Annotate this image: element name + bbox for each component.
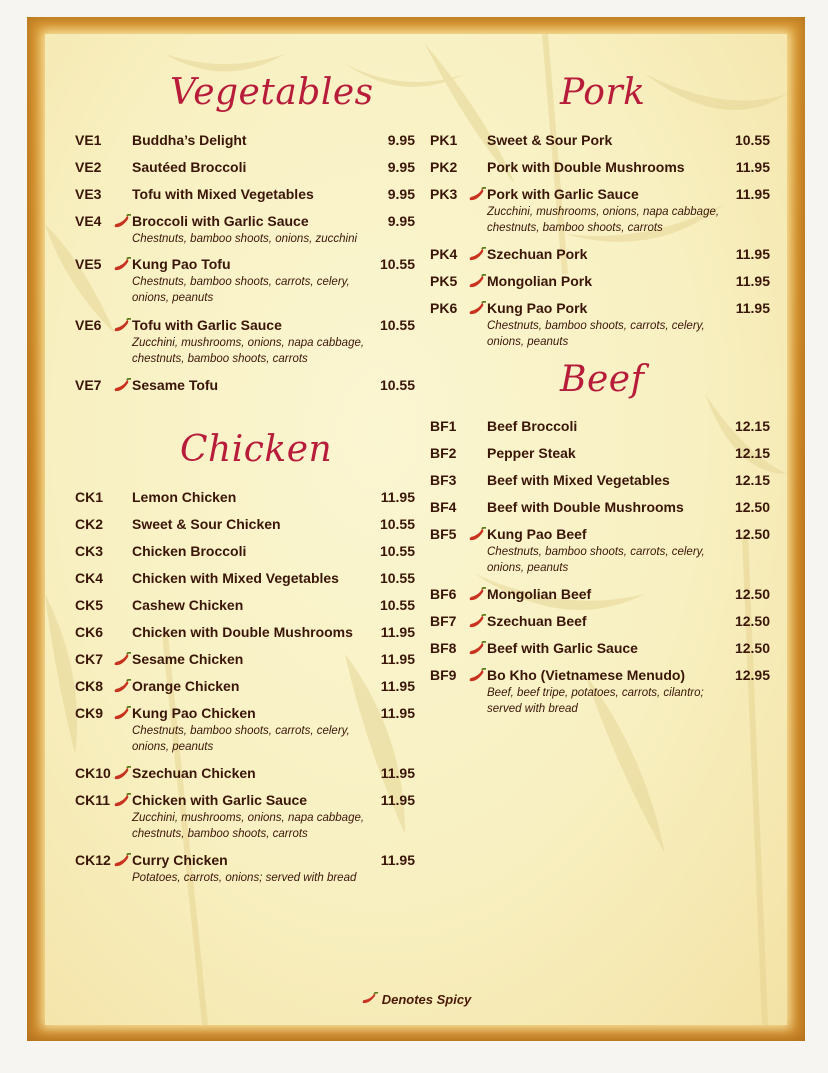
item-name: Tofu with Mixed Vegetables	[132, 186, 314, 202]
item-description: Beef, beef tripe, potatoes, carrots, cilantro; served with bread	[487, 687, 704, 715]
item-name: Tofu with Garlic Sauce	[132, 317, 282, 333]
item-description: Zucchini, mushrooms, onions, napa cabbage, chestnuts, bamboo shoots, carrots	[487, 206, 720, 234]
item-name: Beef with Garlic Sauce	[487, 640, 638, 656]
chili-pepper-icon	[468, 527, 486, 543]
item-description: Chestnuts, bamboo shoots, carrots, celery, onions, peanuts	[487, 320, 705, 348]
chili-pepper-icon	[113, 853, 131, 869]
item-price: 11.95	[735, 159, 770, 175]
item-name: Chicken with Mixed Vegetables	[132, 570, 339, 586]
item-price: 12.50	[734, 613, 770, 629]
item-price: 12.15	[734, 418, 770, 434]
item-code: CK6	[75, 624, 104, 640]
item-name: Kung Pao Tofu	[132, 256, 231, 272]
item-name: Broccoli with Garlic Sauce	[132, 213, 309, 229]
item-code: CK4	[75, 570, 104, 586]
item-code: CK2	[75, 516, 104, 532]
item-price: 11.95	[380, 705, 415, 721]
item-name: Curry Chicken	[132, 852, 228, 868]
beef-heading: Beef	[560, 359, 645, 400]
item-name: Pepper Steak	[487, 445, 576, 461]
item-price: 11.95	[735, 273, 770, 289]
item-name: Pork with Garlic Sauce	[487, 186, 639, 202]
item-name: Pork with Double Mushrooms	[487, 159, 685, 175]
pork-heading: Pork	[560, 72, 646, 113]
item-code: CK3	[75, 543, 104, 559]
item-name: Buddha’s Delight	[132, 132, 247, 148]
item-price: 10.55	[734, 132, 770, 148]
item-code: BF7	[430, 613, 457, 629]
item-name: Kung Pao Chicken	[132, 705, 256, 721]
item-price: 12.95	[734, 667, 770, 683]
item-name: Sweet & Sour Chicken	[132, 516, 281, 532]
item-name: Cashew Chicken	[132, 597, 244, 613]
spicy-legend-text: Denotes Spicy	[381, 992, 472, 1007]
item-price: 11.95	[380, 678, 415, 694]
item-name: Chicken Broccoli	[132, 543, 247, 559]
item-price: 9.95	[387, 186, 415, 202]
chili-pepper-icon	[468, 187, 486, 203]
chili-pepper-icon	[113, 214, 131, 230]
chili-pepper-icon	[468, 641, 486, 657]
item-description: Zucchini, mushrooms, onions, napa cabbage, chestnuts, bamboo shoots, carrots	[132, 812, 365, 840]
item-code: VE3	[75, 186, 102, 202]
chili-pepper-icon	[468, 247, 486, 263]
item-price: 10.55	[379, 317, 415, 333]
chili-pepper-icon	[113, 318, 131, 334]
item-price: 10.55	[379, 516, 415, 532]
chili-pepper-icon	[361, 992, 379, 1006]
item-code: CK9	[75, 705, 104, 721]
vegetables-heading: Vegetables	[170, 72, 374, 113]
item-code: CK12	[75, 852, 111, 868]
chili-pepper-icon	[113, 652, 131, 668]
item-price: 11.95	[735, 246, 770, 262]
chili-pepper-icon	[113, 766, 131, 782]
item-code: CK10	[75, 765, 111, 781]
item-price: 12.50	[734, 499, 770, 515]
item-price: 12.15	[734, 445, 770, 461]
item-price: 10.55	[379, 256, 415, 272]
item-price: 10.55	[379, 377, 415, 393]
chicken-heading: Chicken	[180, 429, 333, 470]
item-code: VE5	[75, 256, 102, 272]
item-code: CK1	[75, 489, 104, 505]
item-price: 12.50	[734, 526, 770, 542]
item-code: BF5	[430, 526, 457, 542]
item-code: PK6	[430, 300, 458, 316]
item-name: Szechuan Pork	[487, 246, 588, 262]
item-description: Potatoes, carrots, onions; served with bread	[132, 872, 357, 884]
item-code: BF1	[430, 418, 457, 434]
item-code: VE2	[75, 159, 102, 175]
item-code: BF6	[430, 586, 457, 602]
chili-pepper-icon	[468, 668, 486, 684]
item-name: Beef with Double Mushrooms	[487, 499, 684, 515]
item-name: Szechuan Beef	[487, 613, 587, 629]
item-name: Kung Pao Pork	[487, 300, 588, 316]
item-price: 12.50	[734, 640, 770, 656]
item-price: 9.95	[387, 159, 415, 175]
item-name: Mongolian Beef	[487, 586, 592, 602]
spicy-legend	[45, 992, 787, 1007]
chili-pepper-icon	[113, 257, 131, 273]
item-code: PK2	[430, 159, 458, 175]
item-price: 11.95	[380, 792, 415, 808]
item-price: 10.55	[379, 543, 415, 559]
item-code: CK11	[75, 792, 111, 808]
item-description: Zucchini, mushrooms, onions, napa cabbage, chestnuts, bamboo shoots, carrots	[132, 337, 365, 365]
item-price: 11.95	[735, 186, 770, 202]
item-code: VE6	[75, 317, 102, 333]
item-price: 10.55	[379, 597, 415, 613]
chili-pepper-icon	[468, 587, 486, 603]
orange-border-frame	[27, 17, 805, 1041]
item-name: Sweet & Sour Pork	[487, 132, 613, 148]
item-description: Chestnuts, bamboo shoots, carrots, celery, onions, peanuts	[487, 546, 705, 574]
item-price: 10.55	[379, 570, 415, 586]
menu-panel	[45, 34, 787, 1025]
item-description: Chestnuts, bamboo shoots, onions, zucchini	[132, 233, 358, 245]
item-description: Chestnuts, bamboo shoots, carrots, celery, onions, peanuts	[132, 725, 350, 753]
item-name: Orange Chicken	[132, 678, 240, 694]
chili-pepper-icon	[113, 706, 131, 722]
item-code: VE7	[75, 377, 102, 393]
item-price: 11.95	[380, 852, 415, 868]
item-description: Chestnuts, bamboo shoots, carrots, celery, onions, peanuts	[132, 276, 350, 304]
item-code: CK7	[75, 651, 104, 667]
item-name: Chicken with Garlic Sauce	[132, 792, 308, 808]
chili-pepper-icon	[113, 378, 131, 394]
item-name: Mongolian Pork	[487, 273, 592, 289]
item-code: BF3	[430, 472, 457, 488]
item-name: Bo Kho (Vietnamese Menudo)	[487, 667, 686, 683]
item-price: 9.95	[387, 132, 415, 148]
item-code: VE4	[75, 213, 102, 229]
item-name: Beef Broccoli	[487, 418, 578, 434]
item-price: 11.95	[735, 300, 770, 316]
chili-pepper-icon	[468, 274, 486, 290]
item-name: Sesame Tofu	[132, 377, 219, 393]
item-code: BF4	[430, 499, 457, 515]
item-name: Sesame Chicken	[132, 651, 244, 667]
item-code: PK1	[430, 132, 458, 148]
item-code: PK4	[430, 246, 458, 262]
item-code: BF8	[430, 640, 457, 656]
item-price: 11.95	[380, 651, 415, 667]
item-price: 11.95	[380, 765, 415, 781]
item-code: PK5	[430, 273, 458, 289]
item-price: 11.95	[380, 489, 415, 505]
chili-pepper-icon	[468, 301, 486, 317]
item-name: Szechuan Chicken	[132, 765, 256, 781]
item-name: Kung Pao Beef	[487, 526, 587, 542]
item-price: 12.15	[734, 472, 770, 488]
chili-pepper-icon	[468, 614, 486, 630]
chili-pepper-icon	[113, 793, 131, 809]
item-price: 11.95	[380, 624, 415, 640]
item-code: BF2	[430, 445, 457, 461]
item-name: Beef with Mixed Vegetables	[487, 472, 670, 488]
item-code: CK8	[75, 678, 104, 694]
chili-pepper-icon	[113, 679, 131, 695]
item-price: 9.95	[387, 213, 415, 229]
item-code: PK3	[430, 186, 458, 202]
item-name: Chicken with Double Mushrooms	[132, 624, 353, 640]
item-price: 12.50	[734, 586, 770, 602]
item-code: BF9	[430, 667, 457, 683]
item-name: Lemon Chicken	[132, 489, 237, 505]
item-code: VE1	[75, 132, 102, 148]
item-name: Sautéed Broccoli	[132, 159, 247, 175]
item-code: CK5	[75, 597, 104, 613]
